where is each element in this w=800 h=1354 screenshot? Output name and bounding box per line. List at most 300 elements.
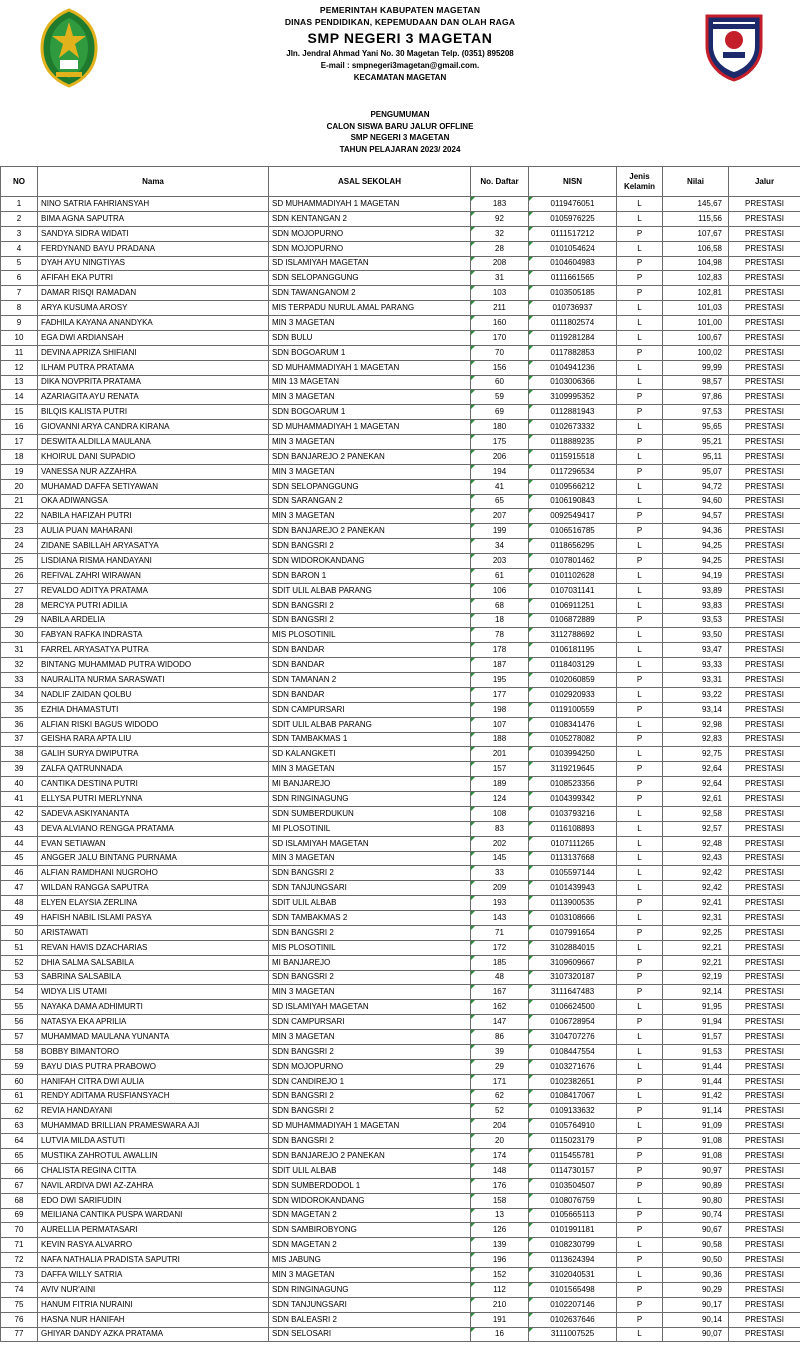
- smp-negeri-3-magetan-shield-icon: [703, 10, 765, 82]
- table-row: [1, 732, 800, 747]
- cell-nama: HASNA NUR HANIFAH: [38, 1312, 269, 1327]
- cell-jenis-kelamin: P: [617, 732, 663, 747]
- cell-asal-sekolah: SDN MOJOPURNO: [269, 1059, 471, 1074]
- table-row: [1, 673, 800, 688]
- cell-no-daftar: 59: [471, 390, 529, 405]
- cell-nisn: 0105278082: [529, 732, 617, 747]
- cell-nilai: 100,02: [663, 345, 729, 360]
- table-row: [1, 1312, 800, 1327]
- cell-jenis-kelamin: P: [617, 1134, 663, 1149]
- cell-nisn: 0103271676: [529, 1059, 617, 1074]
- cell-jalur: PRESTASI: [729, 449, 800, 464]
- cell-jenis-kelamin: L: [617, 568, 663, 583]
- cell-nilai: 95,21: [663, 435, 729, 450]
- cell-nilai: 92,57: [663, 821, 729, 836]
- cell-asal-sekolah: MI PLOSOTINIL: [269, 821, 471, 836]
- cell-jenis-kelamin: L: [617, 1268, 663, 1283]
- cell-nisn: 0113137668: [529, 851, 617, 866]
- cell-jalur: PRESTASI: [729, 985, 800, 1000]
- cell-nama: MUHAMMAD MAULANA YUNANTA: [38, 1030, 269, 1045]
- cell-jalur: PRESTASI: [729, 1044, 800, 1059]
- cell-nama: FADHILA KAYANA ANANDYKA: [38, 316, 269, 331]
- table-row: [1, 762, 800, 777]
- cell-nisn: 0116108893: [529, 821, 617, 836]
- cell-nisn: 0111802574: [529, 316, 617, 331]
- cell-jalur: PRESTASI: [729, 881, 800, 896]
- cell-jenis-kelamin: L: [617, 821, 663, 836]
- cell-nisn: 0107801462: [529, 554, 617, 569]
- cell-nilai: 90,80: [663, 1193, 729, 1208]
- cell-nisn: 3111647483: [529, 985, 617, 1000]
- cell-nama: ANGGER JALU BINTANG PURNAMA: [38, 851, 269, 866]
- cell-nisn: 0101054624: [529, 241, 617, 256]
- table-row: [1, 717, 800, 732]
- cell-jenis-kelamin: L: [617, 583, 663, 598]
- cell-jalur: PRESTASI: [729, 494, 800, 509]
- table-row: [1, 821, 800, 836]
- cell-nisn: 0092549417: [529, 509, 617, 524]
- cell-asal-sekolah: SDN BULU: [269, 330, 471, 345]
- cell-nama: MUHAMMAD BRILLIAN PRAMESWARA AJI: [38, 1119, 269, 1134]
- cell-jenis-kelamin: P: [617, 1015, 663, 1030]
- cell-asal-sekolah: SDN RINGINAGUNG: [269, 1282, 471, 1297]
- cell-nama: MUHAMAD DAFFA SETIYAWAN: [38, 479, 269, 494]
- cell-jalur: PRESTASI: [729, 1149, 800, 1164]
- cell-jenis-kelamin: L: [617, 375, 663, 390]
- cell-nilai: 94,60: [663, 494, 729, 509]
- cell-no: 52: [1, 955, 38, 970]
- cell-jalur: PRESTASI: [729, 286, 800, 301]
- cell-no-daftar: 210: [471, 1297, 529, 1312]
- cell-nilai: 91,44: [663, 1074, 729, 1089]
- cell-jenis-kelamin: L: [617, 197, 663, 212]
- cell-no-daftar: 170: [471, 330, 529, 345]
- cell-jalur: PRESTASI: [729, 1000, 800, 1015]
- cell-asal-sekolah: MIS JABUNG: [269, 1253, 471, 1268]
- cell-no: 18: [1, 449, 38, 464]
- cell-no-daftar: 199: [471, 524, 529, 539]
- table-body: [1, 197, 800, 1342]
- cell-asal-sekolah: SDN WIDOROKANDANG: [269, 554, 471, 569]
- cell-nisn: 0102920933: [529, 687, 617, 702]
- cell-no: 11: [1, 345, 38, 360]
- cell-nisn: 3107320187: [529, 970, 617, 985]
- cell-nisn: 0115023179: [529, 1134, 617, 1149]
- table-row: [1, 1297, 800, 1312]
- cell-nilai: 94,57: [663, 509, 729, 524]
- cell-jalur: PRESTASI: [729, 360, 800, 375]
- table-row: [1, 286, 800, 301]
- school-name: SMP NEGERI 3 MAGETAN: [307, 30, 493, 46]
- cell-no: 23: [1, 524, 38, 539]
- cell-jenis-kelamin: L: [617, 1193, 663, 1208]
- header-nisn: NISN: [529, 167, 617, 197]
- cell-jalur: PRESTASI: [729, 241, 800, 256]
- cell-nisn: 0113624394: [529, 1253, 617, 1268]
- cell-no-daftar: 208: [471, 256, 529, 271]
- cell-jenis-kelamin: L: [617, 360, 663, 375]
- cell-jalur: PRESTASI: [729, 836, 800, 851]
- cell-nilai: 92,48: [663, 836, 729, 851]
- cell-no: 61: [1, 1089, 38, 1104]
- cell-no-daftar: 206: [471, 449, 529, 464]
- table-row: [1, 658, 800, 673]
- cell-nilai: 90,58: [663, 1238, 729, 1253]
- cell-nama: ELYEN ELAYSIA ZERLINA: [38, 896, 269, 911]
- cell-nisn: 0103505185: [529, 286, 617, 301]
- cell-nilai: 90,67: [663, 1223, 729, 1238]
- table-header-row: [1, 167, 800, 197]
- cell-nama: ZIDANE SABILLAH ARYASATYA: [38, 539, 269, 554]
- cell-jenis-kelamin: P: [617, 286, 663, 301]
- table-row: [1, 598, 800, 613]
- cell-no: 8: [1, 301, 38, 316]
- cell-nisn: 0112881943: [529, 405, 617, 420]
- cell-nisn: 3119219645: [529, 762, 617, 777]
- cell-no-daftar: 194: [471, 464, 529, 479]
- cell-jenis-kelamin: P: [617, 762, 663, 777]
- cell-no-daftar: 160: [471, 316, 529, 331]
- cell-no-daftar: 48: [471, 970, 529, 985]
- cell-jalur: PRESTASI: [729, 940, 800, 955]
- cell-jalur: PRESTASI: [729, 330, 800, 345]
- cell-jenis-kelamin: L: [617, 687, 663, 702]
- cell-no-daftar: 203: [471, 554, 529, 569]
- cell-nama: MEILIANA CANTIKA PUSPA WARDANI: [38, 1208, 269, 1223]
- cell-nama: MERCYA PUTRI ADILIA: [38, 598, 269, 613]
- cell-no: 41: [1, 792, 38, 807]
- cell-nama: NAYAKA DAMA ADHIMURTI: [38, 1000, 269, 1015]
- cell-no: 30: [1, 628, 38, 643]
- cell-nilai: 98,57: [663, 375, 729, 390]
- cell-no-daftar: 201: [471, 747, 529, 762]
- cell-nisn: 0103108666: [529, 911, 617, 926]
- cell-nama: REVALDO ADITYA PRATAMA: [38, 583, 269, 598]
- cell-asal-sekolah: MIN 3 MAGETAN: [269, 464, 471, 479]
- cell-no: 77: [1, 1327, 38, 1342]
- cell-nisn: 0103793216: [529, 806, 617, 821]
- cell-asal-sekolah: SD KALANGKETI: [269, 747, 471, 762]
- cell-nama: GEISHA RARA APTA LIU: [38, 732, 269, 747]
- table-row: [1, 1030, 800, 1045]
- cell-no-daftar: 70: [471, 345, 529, 360]
- cell-nilai: 91,09: [663, 1119, 729, 1134]
- cell-no: 69: [1, 1208, 38, 1223]
- cell-no: 53: [1, 970, 38, 985]
- cell-asal-sekolah: MI BANJAREJO: [269, 955, 471, 970]
- cell-jalur: PRESTASI: [729, 925, 800, 940]
- cell-no-daftar: 178: [471, 643, 529, 658]
- cell-nilai: 92,21: [663, 940, 729, 955]
- cell-nisn: 0108523356: [529, 777, 617, 792]
- cell-jalur: PRESTASI: [729, 1193, 800, 1208]
- cell-asal-sekolah: SDN TAMBAKMAS 1: [269, 732, 471, 747]
- cell-no-daftar: 60: [471, 375, 529, 390]
- cell-no-daftar: 106: [471, 583, 529, 598]
- cell-jalur: PRESTASI: [729, 226, 800, 241]
- cell-nisn: 0102060859: [529, 673, 617, 688]
- table-row: [1, 955, 800, 970]
- cell-nama: KEVIN RASYA ALVARRO: [38, 1238, 269, 1253]
- cell-jenis-kelamin: P: [617, 985, 663, 1000]
- cell-jalur: PRESTASI: [729, 405, 800, 420]
- table-row: [1, 1327, 800, 1342]
- cell-nilai: 104,98: [663, 256, 729, 271]
- cell-nilai: 92,75: [663, 747, 729, 762]
- header-kelamin: Kelamin: [623, 181, 656, 191]
- cell-nisn: 0106624500: [529, 1000, 617, 1015]
- cell-jalur: PRESTASI: [729, 628, 800, 643]
- table-row: [1, 687, 800, 702]
- cell-nilai: 90,97: [663, 1163, 729, 1178]
- cell-no-daftar: 65: [471, 494, 529, 509]
- cell-no: 70: [1, 1223, 38, 1238]
- cell-asal-sekolah: SDN TAMANAN 2: [269, 673, 471, 688]
- cell-asal-sekolah: SDN BANGSRI 2: [269, 866, 471, 881]
- cell-nama: GIOVANNI ARYA CANDRA KIRANA: [38, 420, 269, 435]
- cell-jenis-kelamin: P: [617, 1282, 663, 1297]
- cell-no: 12: [1, 360, 38, 375]
- cell-no: 7: [1, 286, 38, 301]
- cell-asal-sekolah: SDN SELOPANGGUNG: [269, 271, 471, 286]
- cell-jalur: PRESTASI: [729, 747, 800, 762]
- table-row: [1, 479, 800, 494]
- cell-jenis-kelamin: P: [617, 256, 663, 271]
- cell-no-daftar: 32: [471, 226, 529, 241]
- cell-asal-sekolah: MIN 3 MAGETAN: [269, 985, 471, 1000]
- cell-no-daftar: 198: [471, 702, 529, 717]
- cell-jalur: PRESTASI: [729, 643, 800, 658]
- table-row: [1, 1074, 800, 1089]
- cell-jalur: PRESTASI: [729, 464, 800, 479]
- cell-nilai: 94,25: [663, 539, 729, 554]
- cell-no: 29: [1, 613, 38, 628]
- cell-asal-sekolah: SDN BANGSRI 2: [269, 1044, 471, 1059]
- cell-no-daftar: 29: [471, 1059, 529, 1074]
- cell-asal-sekolah: SDN BANJAREJO 2 PANEKAN: [269, 449, 471, 464]
- table-row: [1, 1015, 800, 1030]
- cell-asal-sekolah: MIS TERPADU NURUL AMAL PARANG: [269, 301, 471, 316]
- cell-no-daftar: 167: [471, 985, 529, 1000]
- department-line: DINAS PENDIDIKAN, KEPEMUDAAN DAN OLAH RAGA: [284, 17, 516, 27]
- cell-jalur: PRESTASI: [729, 211, 800, 226]
- cell-jalur: PRESTASI: [729, 717, 800, 732]
- cell-no: 72: [1, 1253, 38, 1268]
- cell-nilai: 92,61: [663, 792, 729, 807]
- table-row: [1, 1163, 800, 1178]
- cell-jenis-kelamin: L: [617, 806, 663, 821]
- cell-jenis-kelamin: L: [617, 1030, 663, 1045]
- cell-jenis-kelamin: P: [617, 405, 663, 420]
- cell-no-daftar: 191: [471, 1312, 529, 1327]
- cell-asal-sekolah: SDIT ULIL ALBAB: [269, 1163, 471, 1178]
- cell-no-daftar: 103: [471, 286, 529, 301]
- cell-jalur: PRESTASI: [729, 1268, 800, 1283]
- cell-jalur: PRESTASI: [729, 256, 800, 271]
- cell-nama: AULIA PUAN MAHARANI: [38, 524, 269, 539]
- cell-no: 75: [1, 1297, 38, 1312]
- table-row: [1, 568, 800, 583]
- cell-nisn: 0119281284: [529, 330, 617, 345]
- cell-no-daftar: 188: [471, 732, 529, 747]
- table-row: [1, 345, 800, 360]
- cell-no: 38: [1, 747, 38, 762]
- cell-jalur: PRESTASI: [729, 509, 800, 524]
- cell-nisn: 0105764910: [529, 1119, 617, 1134]
- cell-no: 39: [1, 762, 38, 777]
- cell-no: 10: [1, 330, 38, 345]
- cell-asal-sekolah: SD ISLAMIYAH MAGETAN: [269, 256, 471, 271]
- table-row: [1, 613, 800, 628]
- cell-asal-sekolah: SDN CANDIREJO 1: [269, 1074, 471, 1089]
- cell-no-daftar: 174: [471, 1149, 529, 1164]
- cell-nilai: 90,74: [663, 1208, 729, 1223]
- cell-nisn: 0105665113: [529, 1208, 617, 1223]
- cell-no-daftar: 207: [471, 509, 529, 524]
- cell-jalur: PRESTASI: [729, 390, 800, 405]
- cell-jalur: PRESTASI: [729, 420, 800, 435]
- cell-no: 40: [1, 777, 38, 792]
- table-row: [1, 1119, 800, 1134]
- table-row: [1, 256, 800, 271]
- cell-asal-sekolah: SD MUHAMMADIYAH 1 MAGETAN: [269, 420, 471, 435]
- cell-jalur: PRESTASI: [729, 1208, 800, 1223]
- cell-nama: ILHAM PUTRA PRATAMA: [38, 360, 269, 375]
- cell-nilai: 92,42: [663, 866, 729, 881]
- cell-nama: LUTVIA MILDA ASTUTI: [38, 1134, 269, 1149]
- cell-nilai: 95,07: [663, 464, 729, 479]
- cell-no: 66: [1, 1163, 38, 1178]
- cell-nisn: 0102637646: [529, 1312, 617, 1327]
- cell-nilai: 90,29: [663, 1282, 729, 1297]
- cell-no-daftar: 108: [471, 806, 529, 821]
- cell-jenis-kelamin: L: [617, 1000, 663, 1015]
- cell-asal-sekolah: SDN WIDOROKANDANG: [269, 1193, 471, 1208]
- announcement-school: SMP NEGERI 3 MAGETAN: [350, 133, 450, 142]
- cell-nisn: 0115455781: [529, 1149, 617, 1164]
- cell-no: 37: [1, 732, 38, 747]
- cell-no-daftar: 175: [471, 435, 529, 450]
- cell-no-daftar: 185: [471, 955, 529, 970]
- cell-jalur: PRESTASI: [729, 896, 800, 911]
- cell-jenis-kelamin: L: [617, 1089, 663, 1104]
- cell-asal-sekolah: MIS PLOSOTINIL: [269, 940, 471, 955]
- cell-no-daftar: 71: [471, 925, 529, 940]
- cell-no: 44: [1, 836, 38, 851]
- cell-nama: ALFIAN RISKI BAGUS WIDODO: [38, 717, 269, 732]
- cell-asal-sekolah: SD ISLAMIYAH MAGETAN: [269, 836, 471, 851]
- cell-nilai: 94,19: [663, 568, 729, 583]
- table-row: [1, 1253, 800, 1268]
- table-row: [1, 792, 800, 807]
- table-row: [1, 211, 800, 226]
- cell-jenis-kelamin: P: [617, 524, 663, 539]
- cell-jalur: PRESTASI: [729, 301, 800, 316]
- cell-nilai: 93,14: [663, 702, 729, 717]
- cell-jalur: PRESTASI: [729, 1223, 800, 1238]
- cell-nisn: 0118403129: [529, 658, 617, 673]
- cell-asal-sekolah: SDN MAGETAN 2: [269, 1208, 471, 1223]
- cell-jalur: PRESTASI: [729, 777, 800, 792]
- cell-nama: NAVIL ARDIVA DWI AZ-ZAHRA: [38, 1178, 269, 1193]
- table-row: [1, 940, 800, 955]
- cell-nisn: 0103994250: [529, 747, 617, 762]
- cell-nama: WILDAN RANGGA SAPUTRA: [38, 881, 269, 896]
- table-row: [1, 494, 800, 509]
- cell-asal-sekolah: SDN BANJAREJO 2 PANEKAN: [269, 524, 471, 539]
- cell-asal-sekolah: SDN TAWANGANOM 2: [269, 286, 471, 301]
- cell-no-daftar: 39: [471, 1044, 529, 1059]
- cell-asal-sekolah: MIN 13 MAGETAN: [269, 375, 471, 390]
- cell-nilai: 92,19: [663, 970, 729, 985]
- cell-nisn: 0108447554: [529, 1044, 617, 1059]
- table-row: [1, 1104, 800, 1119]
- table-row: [1, 851, 800, 866]
- cell-nisn: 0101991181: [529, 1223, 617, 1238]
- cell-nisn: 0101102628: [529, 568, 617, 583]
- cell-nilai: 90,14: [663, 1312, 729, 1327]
- cell-nama: BOBBY BIMANTORO: [38, 1044, 269, 1059]
- cell-no: 48: [1, 896, 38, 911]
- cell-nilai: 94,36: [663, 524, 729, 539]
- cell-nama: SADEVA ASKIYANANTA: [38, 806, 269, 821]
- cell-asal-sekolah: SDIT ULIL ALBAB PARANG: [269, 717, 471, 732]
- cell-nama: CANTIKA DESTINA PUTRI: [38, 777, 269, 792]
- cell-nama: ELLYSA PUTRI MERLYNNA: [38, 792, 269, 807]
- cell-nama: NAFA NATHALIA PRADISTA SAPUTRI: [38, 1253, 269, 1268]
- table-row: [1, 866, 800, 881]
- cell-nama: DEVA ALVIANO RENGGA PRATAMA: [38, 821, 269, 836]
- cell-nama: EGA DWI ARDIANSAH: [38, 330, 269, 345]
- cell-nisn: 0101565498: [529, 1282, 617, 1297]
- cell-no: 5: [1, 256, 38, 271]
- cell-nama: DIKA NOVPRITA PRATAMA: [38, 375, 269, 390]
- cell-nama: ARISTAWATI: [38, 925, 269, 940]
- cell-asal-sekolah: SDN CAMPURSARI: [269, 702, 471, 717]
- cell-jenis-kelamin: P: [617, 226, 663, 241]
- table-row: [1, 1208, 800, 1223]
- cell-no-daftar: 92: [471, 211, 529, 226]
- cell-nama: REFIVAL ZAHRI WIRAWAN: [38, 568, 269, 583]
- cell-nama: DEVINA APRIZA SHIFIANI: [38, 345, 269, 360]
- cell-no: 50: [1, 925, 38, 940]
- cell-no-daftar: 204: [471, 1119, 529, 1134]
- cell-nisn: 0117882853: [529, 345, 617, 360]
- cell-nisn: 0106181195: [529, 643, 617, 658]
- cell-jenis-kelamin: L: [617, 598, 663, 613]
- cell-nama: BAYU DIAS PUTRA PRABOWO: [38, 1059, 269, 1074]
- cell-jenis-kelamin: L: [617, 1044, 663, 1059]
- cell-nisn: 0109566212: [529, 479, 617, 494]
- cell-nisn: 0115915518: [529, 449, 617, 464]
- cell-asal-sekolah: SD MUHAMMADIYAH 1 MAGETAN: [269, 197, 471, 212]
- cell-jenis-kelamin: L: [617, 539, 663, 554]
- cell-jenis-kelamin: P: [617, 1312, 663, 1327]
- cell-no: 74: [1, 1282, 38, 1297]
- cell-nilai: 93,47: [663, 643, 729, 658]
- cell-nilai: 93,53: [663, 613, 729, 628]
- cell-asal-sekolah: SDN BOGOARUM 1: [269, 405, 471, 420]
- cell-no: 14: [1, 390, 38, 405]
- cell-nilai: 90,89: [663, 1178, 729, 1193]
- cell-nama: DYAH AYU NINGTIYAS: [38, 256, 269, 271]
- cell-no: 25: [1, 554, 38, 569]
- cell-nama: DAMAR RISQI RAMADAN: [38, 286, 269, 301]
- cell-nisn: 0103504507: [529, 1178, 617, 1193]
- table-row: [1, 643, 800, 658]
- cell-no-daftar: 156: [471, 360, 529, 375]
- cell-jalur: PRESTASI: [729, 702, 800, 717]
